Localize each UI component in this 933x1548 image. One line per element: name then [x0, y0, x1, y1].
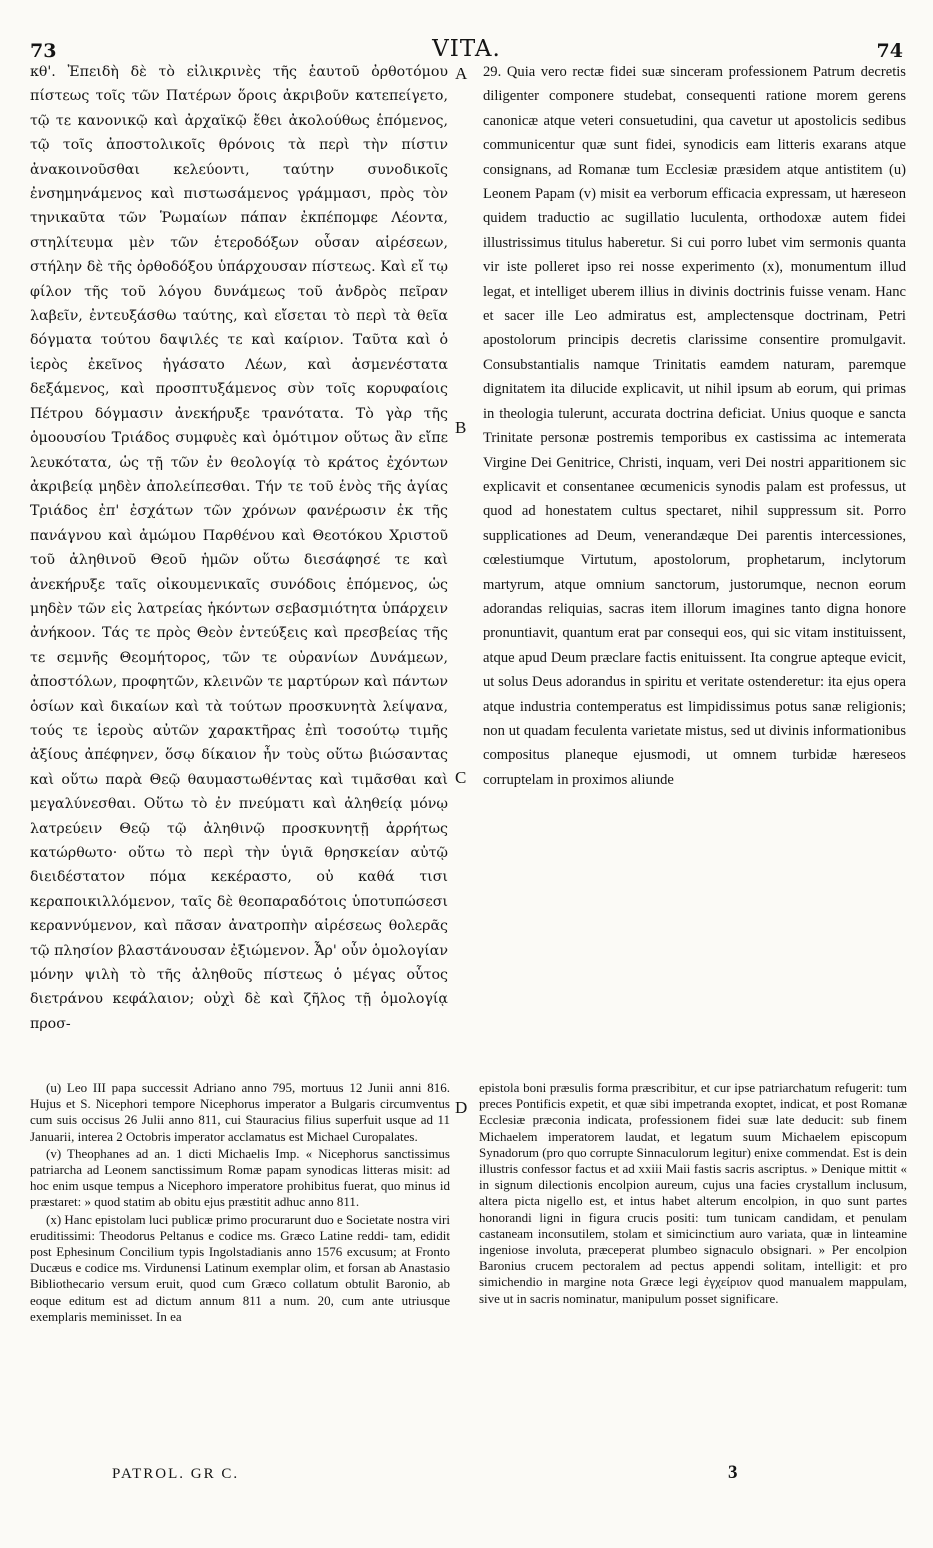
footer-signature: PATROL. GR C. — [112, 1466, 240, 1482]
footnote-x-continued: epistola boni præsulis forma præscribitur, et cur ipse patriarchatum refugerit: tum preces Pontificis expetit, et quæ sibi impetranda exoptet, indicat, et post Romanæ Ecclesiæ præconia indicata, professionem fidei suæ late deducit: sub finem Michaelem imperatorem laudat, et legatum suum Michaelem episcopum Synadorum (pro quo corrupte Sinnaculorum legitur) enixe commendat. Est is dein illustris confessor factus et ad xxiii Maii fastis sacris ascriptus. » Denique mittit « in signum dilectionis encolpion aureum, cujus una facies crystallum inclusum, altera picta nigello est, et intus habet alterum encolpion, in quo sunt partes honorandi ligni in figura crucis positi: tum tunicam candidam, et penulam castaneam inconsutilem, stolam et simicinctium auro variata, quæ in linteamine ingeniose involuta, præceperat plumbeo signaculo obsignari. » Per encolpion Baronius crucem pectoralem ad pectus appendi solitam, intelligit: et pro simichendio in margine nota Græce legi ἐγχείριον quod manualem mappulam, sive ut in sacris nominatur, manipulum posset significare. — [479, 1080, 907, 1306]
latin-paragraph: 29. Quia vero rectæ fidei suæ sinceram professionem Patrum decretis diligenter componere studebat, consequenti ratione morem gerens canonicæ atque veteri consuetudini, qua cavetur ut apostolicis sedibus communicentur quæ sunt fidei, synodicis eam litteris exarans atque consignans, ad Romanæ tum Ecclesiæ præsidem atque antistitem (u) Leonem Papam (v) misit ea verborum efficacia expressam, ut hæreseon quidem traductio ac sugillatio luculenta, orthodoxæ autem fidei illustrissimus titulus haberetur. Si cui porro lubet vim sermonis quanta vir iste polleret ipso rei nosse experimento (x), monumentum illud legat, et intelliget uberem illius in divinis doctrinis fuisse venam. Hanc et sacer ille Leo admiratus est, amplectensque doctrinam, Petri apostolorum principis decretis clarissime consentire promulgavit. Consubstantialis namque Trinitatis eamdem naturam, paremque dignitatem ita dilucide explicavit, ut nihil ipsum ab eorum, qui primas in theologia tulerunt, accurata doctrina deficiat. Unius quoque e sancta Trinitate personæ postremis temporibus ex castissima ac intemerata Virgine Dei Genitrice, Christi, inquam, veri Dei nostri apparitionem sic explicavit et consentanee œcumenicis synodis palam est professus, ut quod ad honestatem cultus spectaret, nihil suppressum sit. Porro supplicationes ad Deum, venerandæque Dei parentis intercessiones, cœlestiumque Virtutum, apostolorum, prophetarum, inclytorum martyrum, atque omnium sanctorum, justorumque, necnon eorum adorandas reliquias, sacras item illorum imagines tanto digna honore pronuntiavit, quantum erat par consequi eos, qui sic vitam instituissent, atque apud Deum præclare factis enituissent. Ita congrue apteque evicit, ut solus Deus adorandus in spiritu et veritate ostenderetur: ita ejus opera atque industria contemperatus est limpidissimus potus sanæ religionis; non ut quadam feculenta varietate mistus, sed ut divinis informationibus compositus planeque ejusmodi, ut omnem turbidæ hæreseos corruptelam in proximos aliunde — [483, 64, 906, 788]
margin-letter-a: A — [455, 64, 468, 83]
footnote-x: (x) Hanc epistolam luci publicæ primo procurarunt duo e Societate nostra viri eruditissimi: Theodorus Peltanus e codice ms. Græco Latine reddi- tam, edidit post Ephesinum Concilium typis Ingolstadianis anno 1576 excusum; at Fronto Ducæus e codice ms. Virdunensi Latinum exemplar olim, et forsan ab Anastasio Bibliothecario versum eruit, quod cum Græco collatum obtulit Baronio, ab eoque editum est ad dictum annum 811 a num. 20, cum ante utriusque exemplaris meminisset. In ea — [30, 1211, 450, 1324]
footnote-v: (v) Theophanes ad an. 1 dicti Michaelis Imp. « Nicephorus sanctissimus patriarcha ad Leonem sanctissimum Romæ papam synodicas litteras misit: ad hoc enim usque tempus a Nicephoro imperatore prohibitus fuerat, quo minus id præstaret: » quod statim ab obitu ejus præstitit adhuc anno 811. — [30, 1145, 450, 1210]
margin-letter-c: C — [455, 768, 467, 787]
running-title: VITA. — [432, 36, 501, 62]
greek-paragraph: κθ'. Ἐπειδὴ δὲ τὸ εἰλικρινὲς τῆς ἑαυτοῦ ὀρθοτόμου πίστεως τοῖς τῶν Πατέρων ὅροις ἀκριβοῦν κατεπείγετο, τῷ τε κανονικῷ καὶ ἀρχαϊκῷ ἔθει ἀκολούθως ἑπόμενος, τῷ τοῖς ἀποστολικοῖς θρόνοις τὰ περὶ τὴν πίστιν ἀνακοινοῦσθαι κελεύοντι, ταύτην συνοδικοῖς ἐνσημηνάμενος καὶ πιστωσάμενος γράμμασι, πρὸς τὸν τηνικαῦτα τῶν Ῥωμαίων πάπαν ἐκπέπομφε Λέοντα, στηλίτευμα μὲν τῶν ἑτεροδόξων οὖσαν αἱρέσεων, στήλην δὲ τῆς ὀρθοδόξου ὑπάρχουσαν πίστεως. Καὶ εἴ τῳ φίλον τῆς τοῦ λόγου δυνάμεως τοῦ ἀνδρὸς πεῖραν λαβεῖν, ἐντευξάσθω ταύτης, καὶ εἴσεται τὸ περὶ τὰ θεῖα δόγματα τούτου δαψιλές τε καὶ καίριον. Ταῦτα καὶ ὁ ἱερὸς ἐκεῖνος ἠγάσατο Λέων, καὶ ἀσμενέστατα δεξάμενος, καὶ προσπτυξάμενος σὺν τοῖς κορυφαίοις Πέτρου δόγμασιν ἀνεκήρυξε τρανότατα. Τὸ γὰρ τῆς ὁμοουσίου Τριάδος συμφυὲς καὶ ὁμότιμον οὕτως ἂν εἴπε λευκότατα, ὡς τῇ τῶν ἐν θεολογίᾳ τὸ κράτος ἐχόντων ἀκριβείᾳ μηδὲν ἀπολείπεσθαι. Τήν τε τοῦ ἑνὸς τῆς ἁγίας Τριάδος ἐπ' ἐσχάτων τῶν χρόνων φανέρωσιν ἐκ τῆς πανάγνου καὶ ἀμώμου Παρθένου καὶ Θεοτόκου Χριστοῦ τοῦ ἀληθινοῦ Θεοῦ ἡμῶν οὕτω διεσάφησέ τε καὶ ἀνεκήρυξε ταῖς οἰκουμενικαῖς συνόδοις ἑπόμενος, ὡς μηδὲν τῶν εἰς λατρείας ἡκόντων σεβασμιότητα ὑπάρχειν ἀνήκοον. Τάς τε πρὸς Θεὸν ἐντεύξεις καὶ πρεσβείας τῆς τε σεμνῆς Θεομήτορος, τῶν τε οὐρανίων Δυνάμεων, ἀποστόλων, προφητῶν, κλεινῶν τε μαρτύρων καὶ πάντων ὁσίων καὶ δικαίων καὶ τὰ τούτων προσκυνητὰ λείψανα, τούς τε ἱεροὺς αὐτῶν χαρακτῆρας ἐπὶ τοσούτῳ τιμῆς ἀξίους ἀπέφηνεν, ὅσῳ δίκαιον ἦν τοὺς οὕτω βιώσαντας καὶ οὕτω παρὰ Θεῷ θαυμαστωθέντας καὶ τιμᾶσθαι καὶ μεγαλύνεσθαι. Οὕτω τὸ ἐν πνεύματι καὶ ἀληθείᾳ μόνῳ λατρεύειν Θεῷ τῷ ἀληθινῷ προσκυνητῇ ἀρρήτως κατώρθωτο· οὕτω τὸ περὶ τὴν ὑγιᾶ θρησκείαν αὐτῷ διειδέστατον πόμα κεκέραστο, οὐ καθά τισι κεραποικιλλόμενον, ταῖς δὲ θεοπαραδότοις ὑποτυπώσεσι κεραννύμενον, καὶ πᾶσαν ἀνατροπὴν αἱρέσεως θολερᾶς τῷ πλησίον βλαστάνουσαν ἐξιώμενον. Ἆρ' οὖν ὁμολογίαν μόνην ψιλὴ τὸ τῆς ἀληθοῦς πίστεως ὁ μέγας οὗτος διετράνου κεφάλαιον; οὐχὶ δὲ καὶ ζῆλος τῇ ὁμολογίᾳ προσ- — [30, 64, 448, 1032]
footer-sheet-number: 3 — [728, 1462, 738, 1483]
footnote-u: (u) Leo III papa successit Adriano anno 795, mortuus 12 Junii anni 816. Hujus et S. Nicephori tempore Nicephorus imperator a Bulgaris circumventus cum suis occisus 26 Julii anno 811, cui Stauracius filius superfuit usque ad 11 Januarii, interea 2 Octobris imperator acclamatus est Michael Curopalates. — [30, 1080, 450, 1144]
footnotes-right — [479, 1080, 907, 1308]
latin-column — [483, 60, 906, 792]
greek-column — [30, 60, 448, 1036]
margin-letter-d: D — [455, 1098, 468, 1117]
margin-letter-b: B — [455, 418, 467, 437]
page-number-left: 73 — [30, 40, 57, 62]
footnotes-left — [30, 1080, 450, 1326]
page-number-right: 74 — [876, 40, 903, 62]
